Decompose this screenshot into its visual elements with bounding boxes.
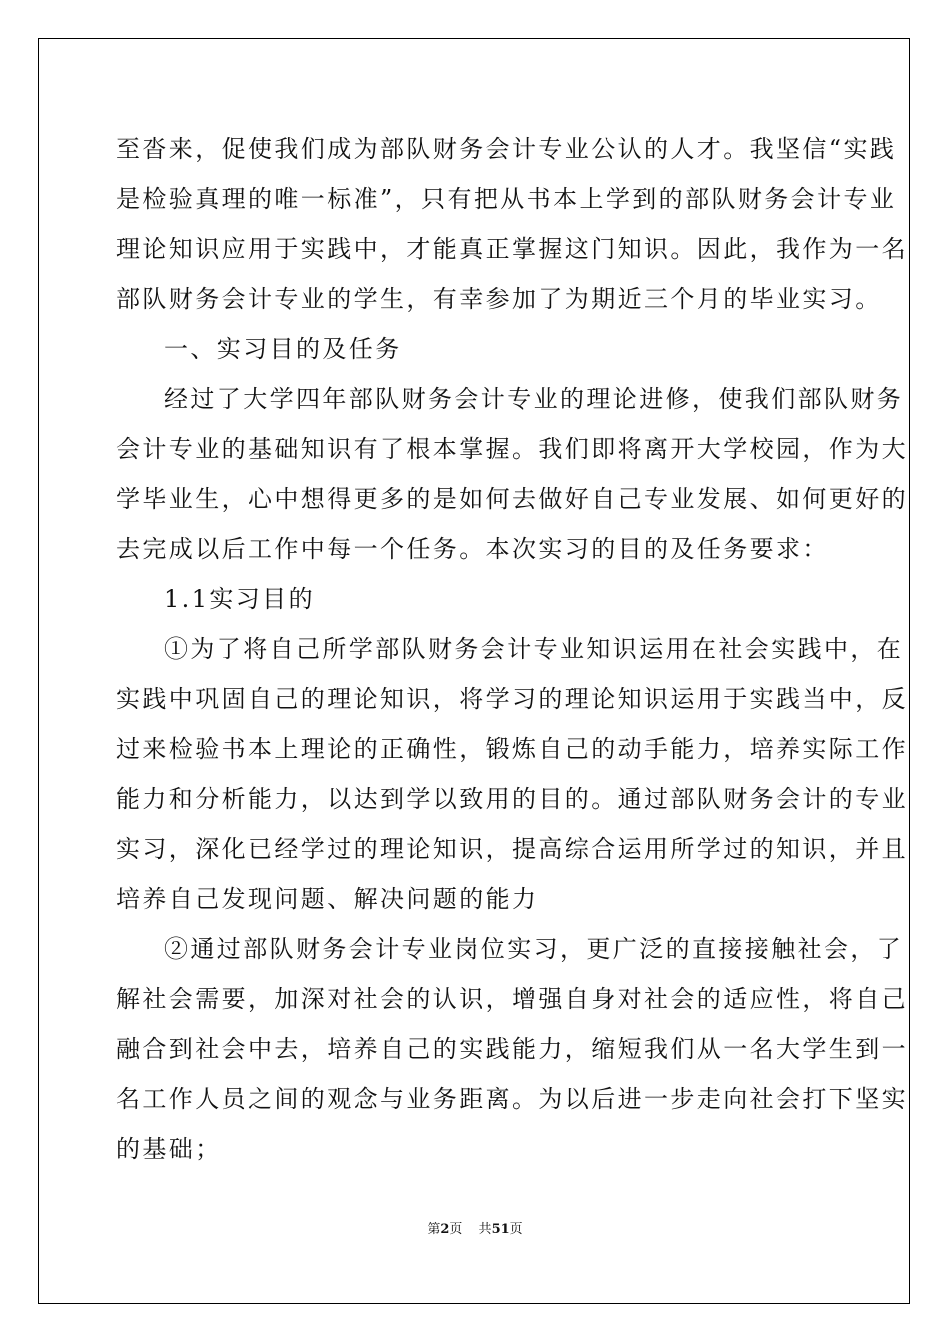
text-line: ①为了将自己所学部队财务会计专业知识运用在社会实践中，在: [164, 635, 904, 663]
text-line: 去完成以后工作中每一个任务。本次实习的目的及任务要求：: [116, 535, 829, 563]
text-line: 名工作人员之间的观念与业务距离。为以后进一步走向社会打下坚实: [116, 1085, 908, 1113]
text-line: 能力和分析能力，以达到学以致用的目的。通过部队财务会计的专业: [116, 785, 908, 813]
text-line: ②通过部队财务会计专业岗位实习，更广泛的直接接触社会，了: [164, 935, 904, 963]
text-line: 学毕业生，心中想得更多的是如何去做好自己专业发展、如何更好的: [116, 485, 908, 513]
text-line: 的基础；: [116, 1135, 222, 1163]
page-footer: [0, 1218, 950, 1237]
text-line: 经过了大学四年部队财务会计专业的理论进修，使我们部队财务: [164, 385, 904, 413]
text-line: 是检验真理的唯一标准”，只有把从书本上学到的部队财务会计专业: [116, 185, 897, 213]
document-body: [116, 124, 908, 1174]
page-total: 共51页: [478, 1222, 523, 1237]
text-line: 1.1实习目的: [164, 585, 315, 613]
text-line: 实习，深化已经学过的理论知识，提高综合运用所学过的知识，并且: [116, 835, 908, 863]
text-line: 实践中巩固自己的理论知识，将学习的理论知识运用于实践当中，反: [116, 685, 908, 713]
text-line: 理论知识应用于实践中，才能真正掌握这门知识。因此，我作为一名: [116, 235, 908, 263]
text-line: 解社会需要，加深对社会的认识，增强自身对社会的适应性，将自己: [116, 985, 908, 1013]
text-line: 部队财务会计专业的学生，有幸参加了为期近三个月的毕业实习。: [116, 285, 882, 313]
text-line: 至沓来，促使我们成为部队财务会计专业公认的人才。我坚信“实践: [116, 135, 897, 163]
text-line: 会计专业的基础知识有了根本掌握。我们即将离开大学校园，作为大: [116, 435, 908, 463]
text-line: 融合到社会中去，培养自己的实践能力，缩短我们从一名大学生到一: [116, 1035, 908, 1063]
page-number: 第2页: [427, 1222, 463, 1237]
text-line: 过来检验书本上理论的正确性，锻炼自己的动手能力，培养实际工作: [116, 735, 908, 763]
text-line: 一、实习目的及任务: [164, 335, 402, 363]
text-line: 培养自己发现问题、解决问题的能力: [116, 885, 539, 913]
